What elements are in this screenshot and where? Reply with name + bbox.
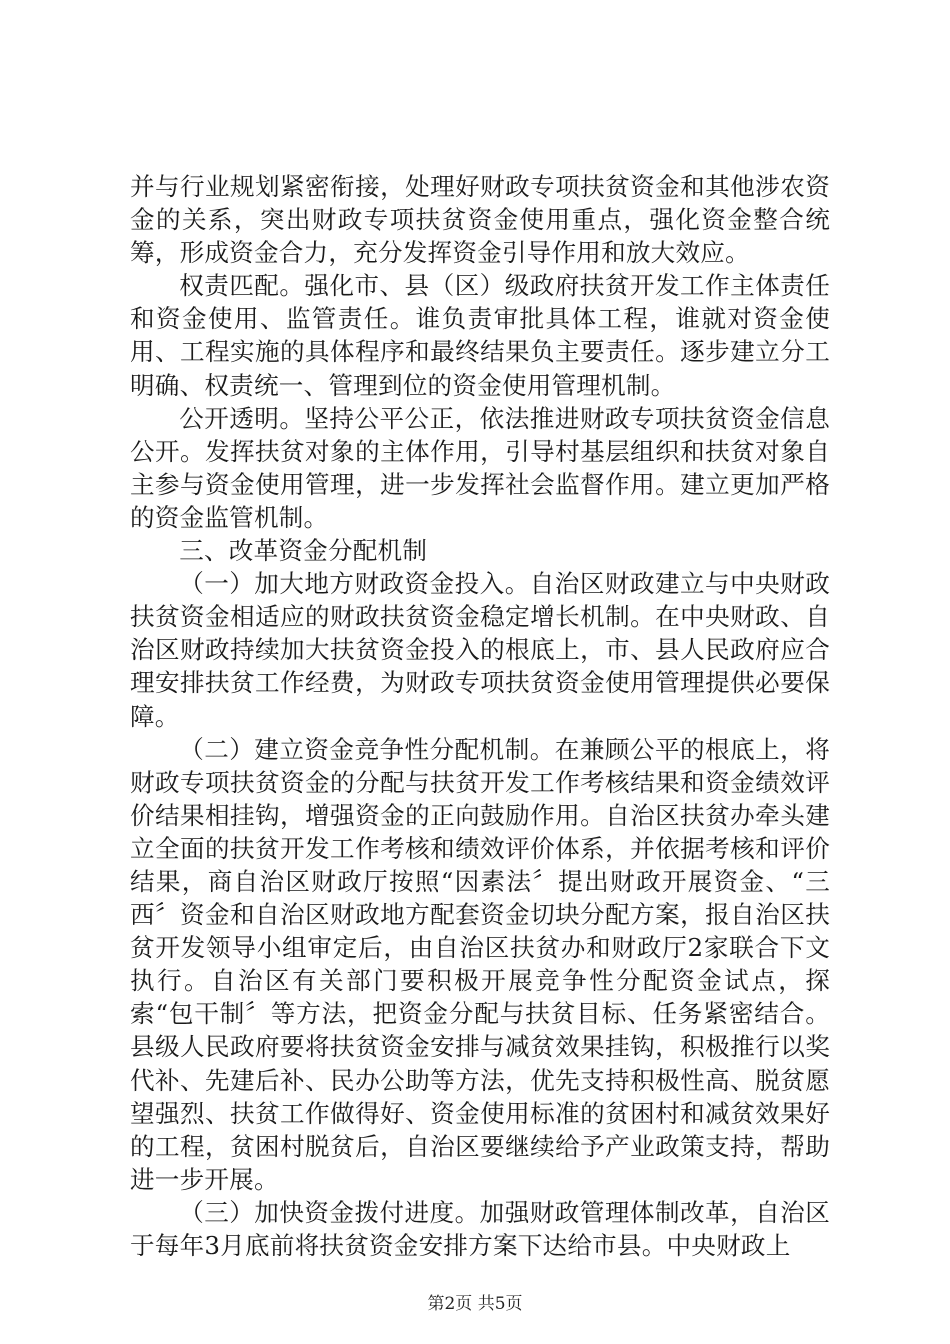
document-body xyxy=(130,170,830,1262)
paragraph-4: （一）加大地方财政资金投入。自治区财政建立与中央财政扶贫资金相适应的财政扶贫资金稳定增长机制。在中央财政、自治区财政持续加大扶贫资金投入的根底上，市、县人民政府应合理安排扶贫工作经费，为财政专项扶贫资金使用管理提供必要保障。 xyxy=(130,569,830,731)
section-heading: 三、改革资金分配机制 xyxy=(179,536,428,566)
paragraph-3: 公开透明。坚持公平公正，依法推进财政专项扶贫资金信息公开。发挥扶贫对象的主体作用，引导村基层组织和扶贫对象自主参与资金使用管理，进一步发挥社会监督作用。建立更加严格的资金监管机制。 xyxy=(130,403,830,532)
paragraph-6: （三）加快资金拨付进度。加强财政管理体制改革，自治区于每年3月底前将扶贫资金安排方案下达给市县。中央财政上 xyxy=(130,1197,830,1260)
paragraph-1: 并与行业规划紧密衔接，处理好财政专项扶贫资金和其他涉农资金的关系，突出财政专项扶贫资金使用重点，强化资金整合统筹，形成资金合力，充分发挥资金引导作用和放大效应。 xyxy=(130,172,830,268)
page-number-footer: 第2页 共5页 xyxy=(427,1294,523,1314)
paragraph-2: 权责匹配。强化市、县（区）级政府扶贫开发工作主体责任和资金使用、监管责任。谁负责审批具体工程，谁就对资金使用、工程实施的具体程序和最终结果负主要责任。逐步建立分工明确、权责统一、管理到位的资金使用管理机制。 xyxy=(130,271,830,400)
paragraph-5: （二）建立资金竞争性分配机制。在兼顾公平的根底上，将财政专项扶贫资金的分配与扶贫开发工作考核结果和资金绩效评价结果相挂钩，增强资金的正向鼓励作用。自治区扶贫办牵头建立全面的扶贫开发工作考核和绩效评价体系，并依据考核和评价结果，商自治区财政厅按照“因素法〞提出财政开展资金、“三西〞资金和自治区财政地方配套资金切块分配方案，报自治区扶贫开发领导小组审定后，由自治区扶贫办和财政厅2家联合下文执行。自治区有关部门要积极开展竞争性分配资金试点，探索“包干制〞等方法，把资金分配与扶贫目标、任务紧密结合。县级人民政府要将扶贫资金安排与减贫效果挂钩，积极推行以奖代补、先建后补、民办公助等方法，优先支持积极性高、脱贫愿望强烈、扶贫工作做得好、资金使用标准的贫困村和减贫效果好的工程，贫困村脱贫后，自治区要继续给予产业政策支持，帮助进一步开展。 xyxy=(130,734,830,1194)
